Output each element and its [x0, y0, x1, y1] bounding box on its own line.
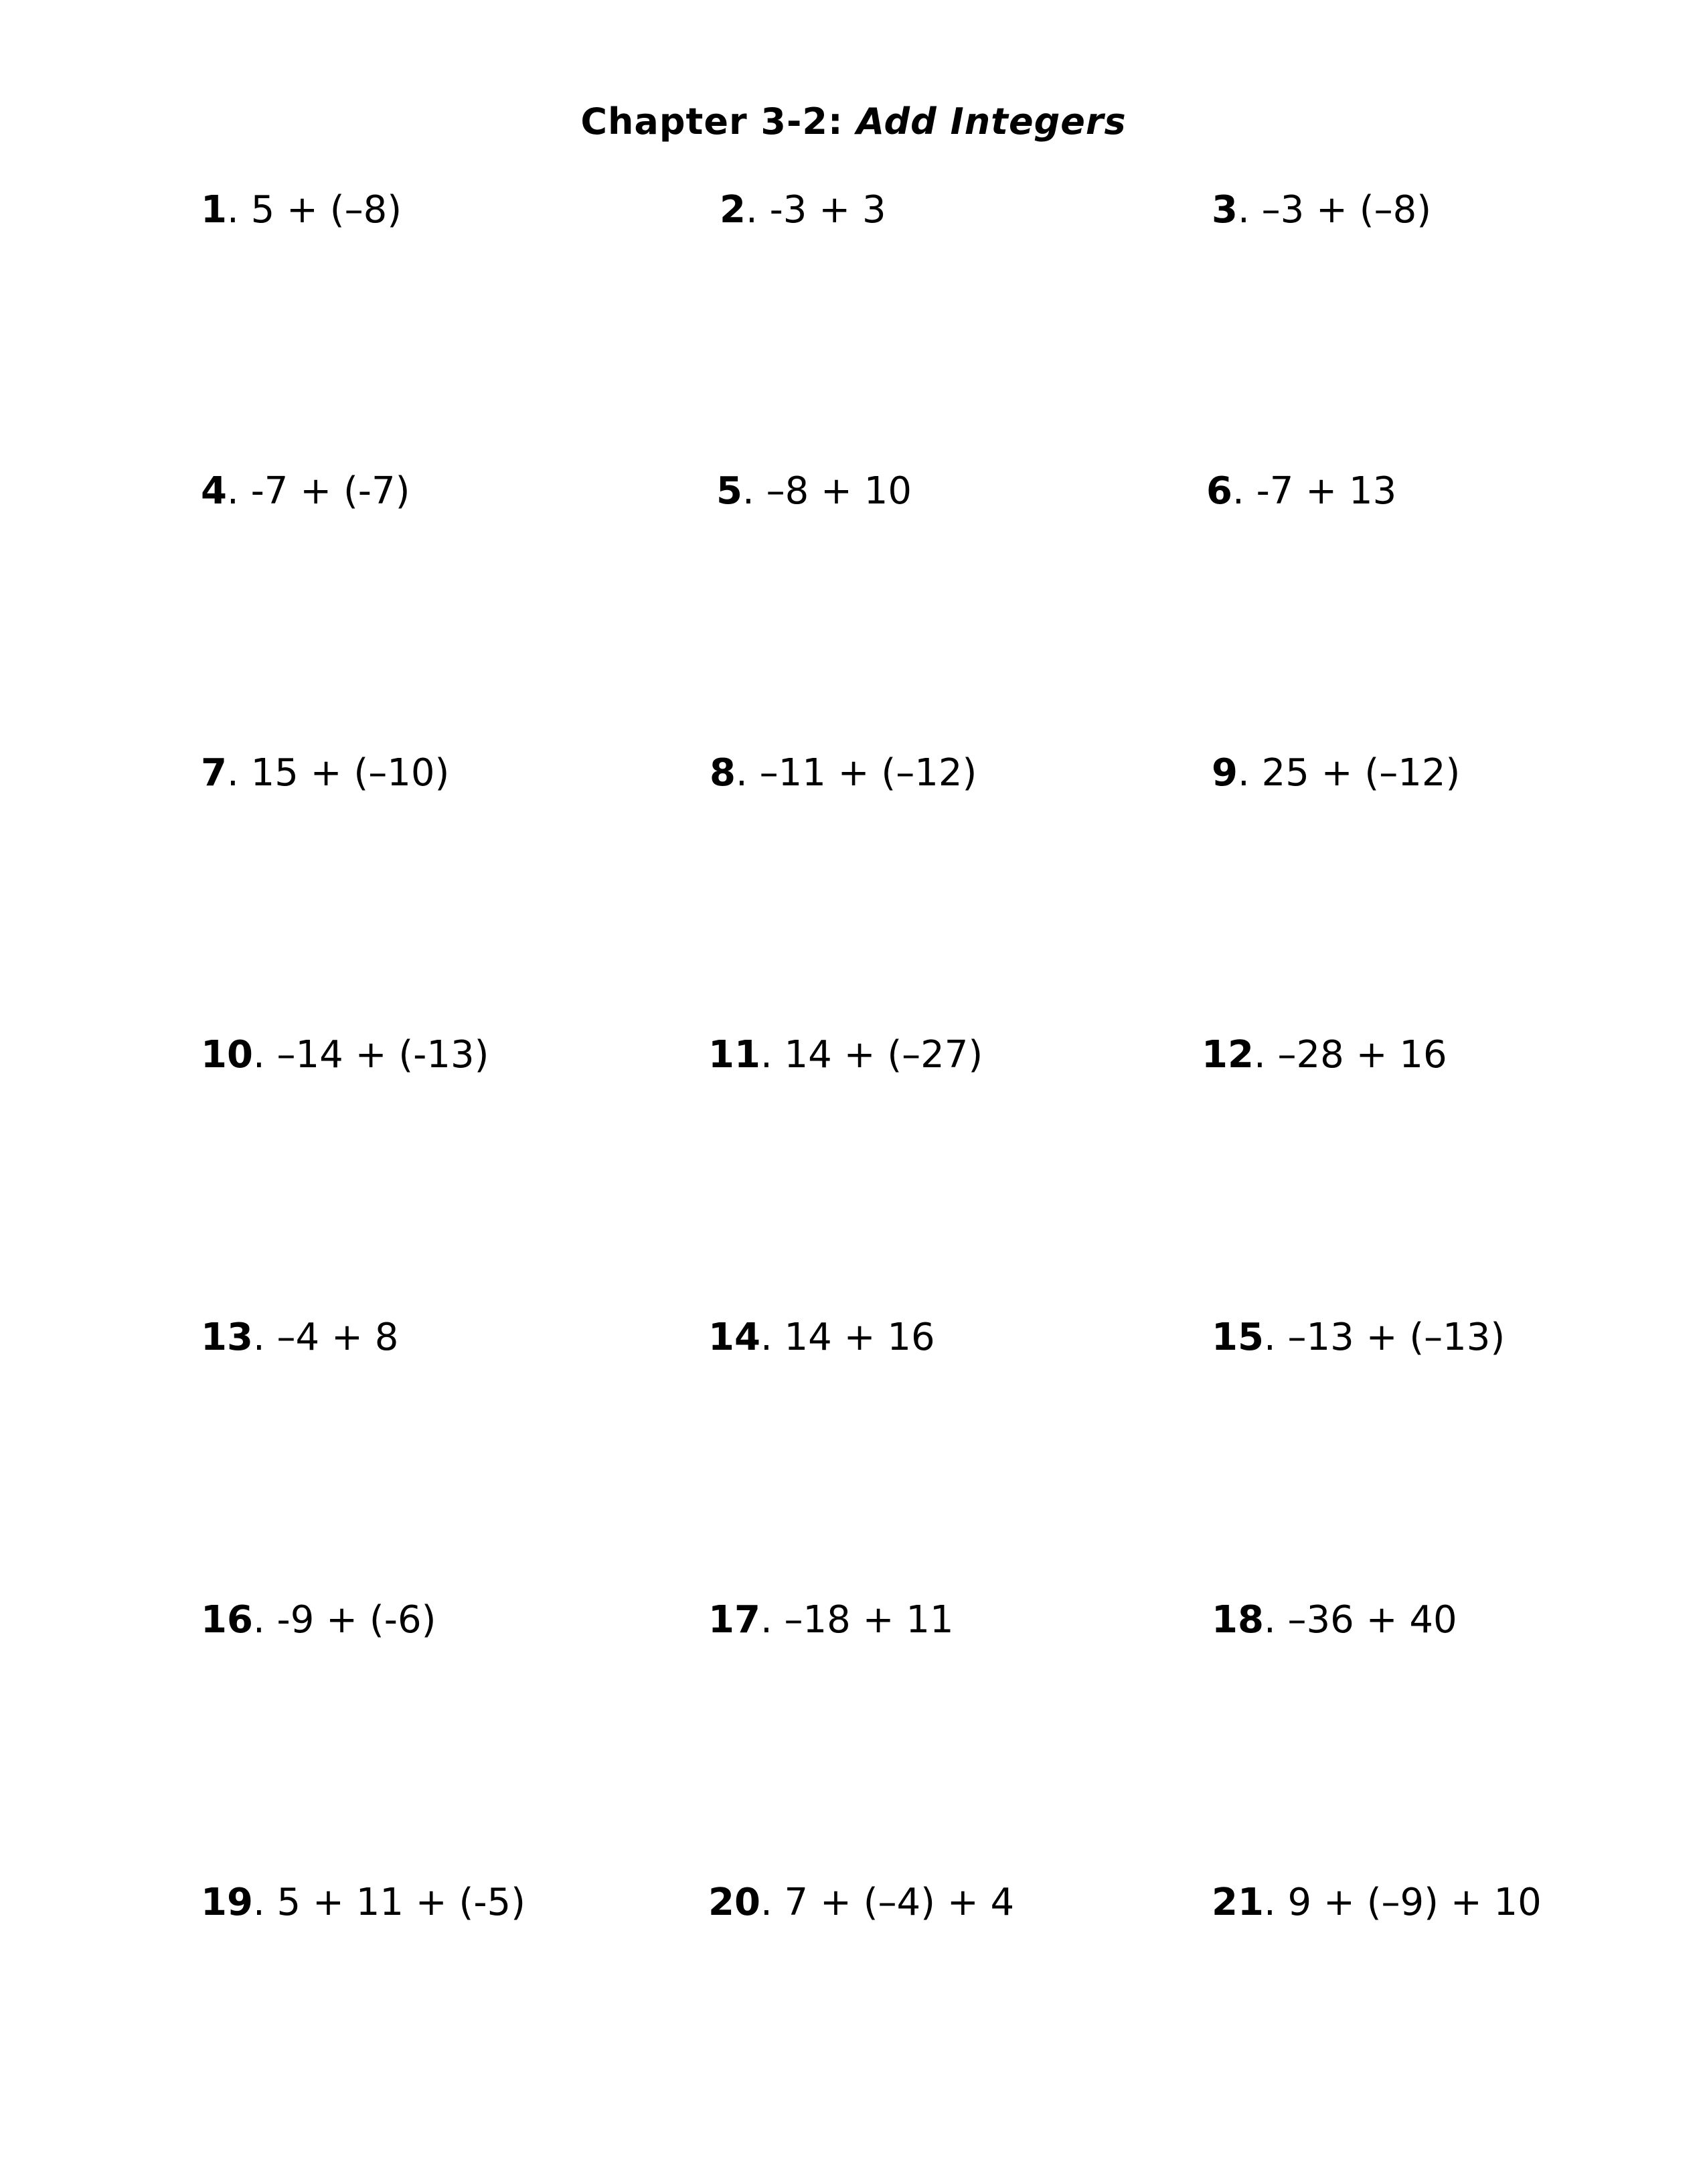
problem-1: 1. 5 + (–8) — [201, 188, 402, 232]
problem-18: 18. –36 + 40 — [1212, 1598, 1457, 1642]
problem-13: 13. –4 + 8 — [201, 1316, 399, 1359]
problem-8: 8. –11 + (–12) — [710, 751, 977, 795]
problem-14: 14. 14 + 16 — [708, 1316, 935, 1359]
problem-15: 15. –13 + (–13) — [1212, 1316, 1506, 1359]
page-title-sub: Add Integers — [856, 100, 1127, 143]
problem-16: 16. -9 + (-6) — [201, 1598, 436, 1642]
problem-4: 4. -7 + (-7) — [201, 469, 410, 513]
problem-10: 10. –14 + (-13) — [201, 1033, 489, 1077]
page-title — [0, 100, 1707, 143]
problem-12: 12. –28 + 16 — [1202, 1033, 1447, 1077]
problem-6: 6. -7 + 13 — [1206, 469, 1397, 513]
problem-5: 5. –8 + 10 — [716, 469, 912, 513]
problem-7: 7. 15 + (–10) — [201, 751, 450, 795]
problem-17: 17. –18 + 11 — [708, 1598, 954, 1642]
problem-20: 20. 7 + (–4) + 4 — [708, 1881, 1015, 1924]
problem-11: 11. 14 + (–27) — [708, 1033, 983, 1077]
problem-21: 21. 9 + (–9) + 10 — [1212, 1881, 1542, 1924]
problem-2: 2. -3 + 3 — [720, 188, 886, 232]
page-title-main: Chapter 3-2: — [580, 100, 857, 143]
problem-19: 19. 5 + 11 + (-5) — [201, 1881, 526, 1924]
problem-9: 9. 25 + (–12) — [1212, 751, 1461, 795]
problem-3: 3. –3 + (–8) — [1212, 188, 1432, 232]
